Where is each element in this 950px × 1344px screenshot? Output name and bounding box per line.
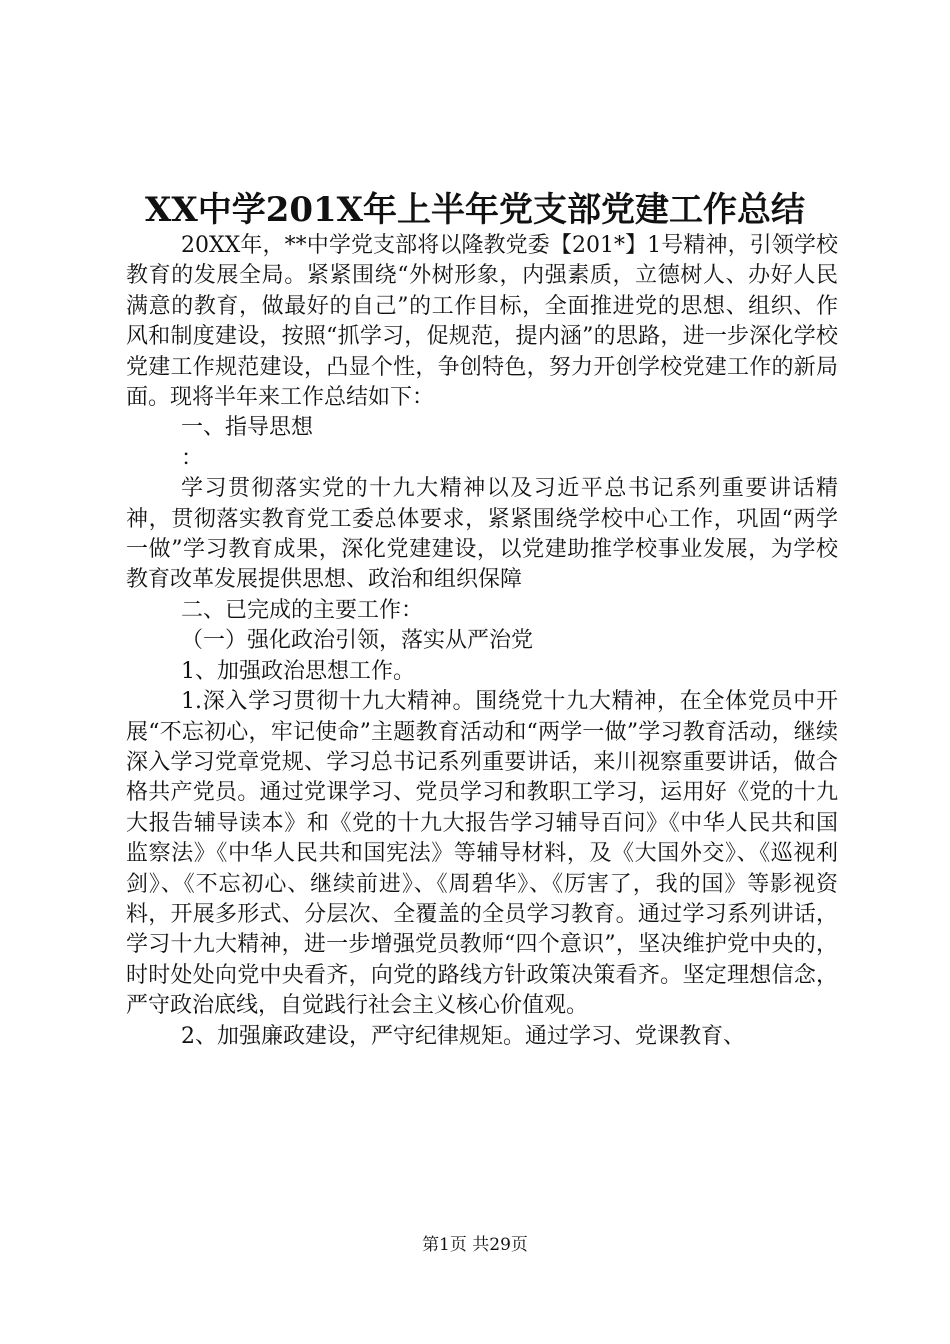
section-heading-guiding-ideology: 一、指导思想 (181, 415, 314, 441)
study-nineteenth-congress-paragraph: 1.深入学习贯彻十九大精神。围绕党十九大精神，在全体党员中开展“不忘初心，牢记使命”主题教育活动和“两学一做”学习教育活动，继续深入学习党章党规、学习总书记系列重要讲话，来川视察重要讲话，做合格共产党员。通过党课学习、党员学习和教职工学习，运用好《党的十九大报告辅导读本》和《党的十九大报告学习辅导百问》《中华人民共和国监察法》《中华人民共和国宪法》等辅导材料，及《大国外交》、《巡视利剑》、《不忘初心、继续前进》、《周碧华》、《厉害了，我的国》等影视资料，开展多形式、分层次、全覆盖的全员学习教育。通过学习系列讲话，学习十九大精神，进一步增强党员教师“四个意识”，坚决维护党中央的，时时处处向党中央看齐，向党的路线方针政策决策看齐。坚定理想信念，严守政治底线，自觉践行社会主义核心价值观。 (126, 689, 838, 1019)
guiding-ideology-paragraph: 学习贯彻落实党的十九大精神以及习近平总书记系列重要讲话精神，贯彻落实教育党工委总体要求，紧紧围绕学校中心工作，巩固“两学一做”学习教育成果，深化党建建设，以党建助推学校事业发展，为学校教育改革发展提供思想、政治和组织保障 (126, 476, 838, 593)
colon-line: ： (181, 445, 204, 471)
integrity-building-paragraph: 2、加强廉政建设，严守纪律规矩。通过学习、党课教育、 (181, 1023, 745, 1049)
document-body (126, 231, 838, 1052)
section-heading-completed-work: 二、已完成的主要工作： (181, 597, 424, 623)
item-heading-political-work: 1、加强政治思想工作。 (181, 658, 415, 684)
subsection-heading-political-guidance: （一）强化政治引领，落实从严治党 (181, 628, 534, 654)
intro-paragraph: 20XX年，**中学党支部将以隆教党委【201*】1号精神，引领学校教育的发展全局。紧紧围绕“外树形象，内强素质，立德树人、办好人民满意的教育，做最好的自己”的工作目标，全面推进党的思想、组织、作风和制度建设，按照“抓学习，促规范，提内涵”的思路，进一步深化学校党建工作规范建设，凸显个性，争创特色，努力开创学校党建工作的新局面。现将半年来工作总结如下： (126, 233, 838, 411)
page-number-footer: 第1页 共29页 (422, 1235, 528, 1255)
document-title: XX中学201X年上半年党支部党建工作总结 (144, 190, 806, 230)
